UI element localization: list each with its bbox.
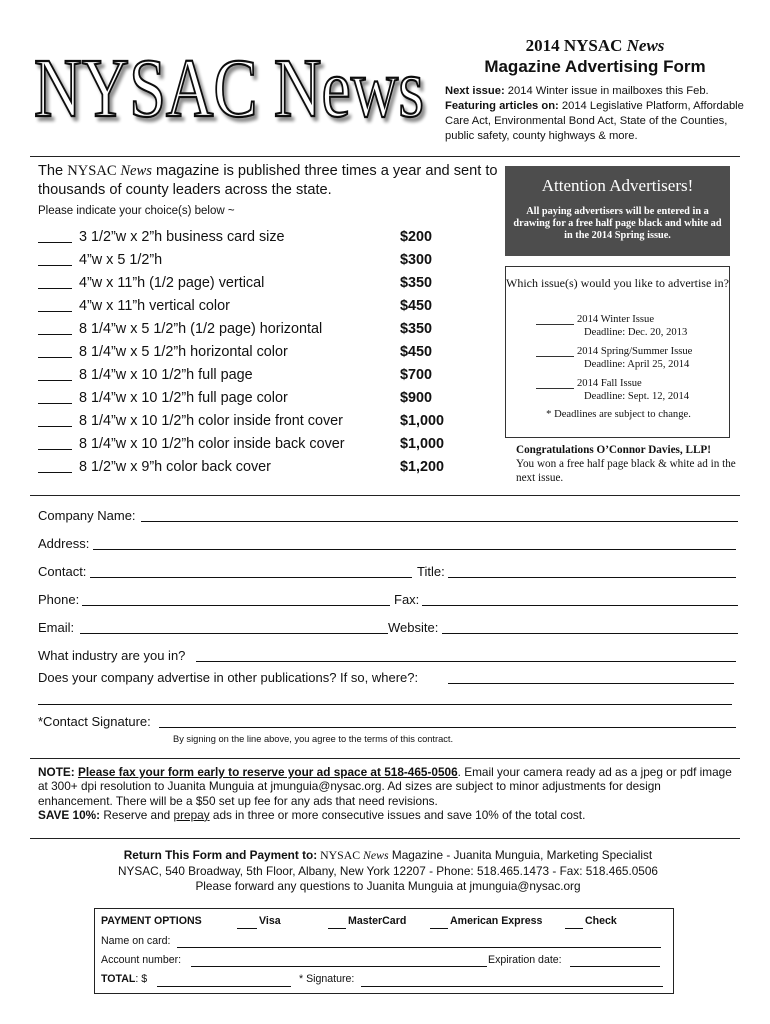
payment-signature-input[interactable] xyxy=(361,986,663,987)
email-field[interactable]: Email: Website: xyxy=(38,618,738,638)
ad-option-row xyxy=(38,272,478,295)
ad-option-blank[interactable] xyxy=(38,403,72,404)
account-number-input[interactable] xyxy=(191,966,487,967)
ad-option-row xyxy=(38,410,478,433)
issue-question: Which issue(s) would you like to advertise in? xyxy=(506,276,729,290)
nysac-news-logo xyxy=(30,42,430,132)
attention-title: Attention Advertisers! xyxy=(541,176,694,195)
ad-option-row xyxy=(38,433,478,456)
ad-option-price: $300 xyxy=(400,252,433,268)
ad-options-list xyxy=(38,226,478,479)
phone-field[interactable]: Phone: Fax: xyxy=(38,590,738,610)
ad-option-price: $1,200 xyxy=(400,459,445,475)
congrats-text: Congratulations O’Connor Davies, LLP! You won a free half page black & white ad in the next issue. xyxy=(516,444,736,484)
website-label: Website: xyxy=(388,620,439,635)
ad-option-blank[interactable] xyxy=(38,334,72,335)
expiration-input[interactable] xyxy=(570,966,660,967)
intro-text: The NYSAC News magazine is published three times a year and sent to thousands of county leaders across the state. xyxy=(38,163,498,198)
issue-option-spring: 2014 Spring/Summer Issue Deadline: April 25, 2014 xyxy=(506,345,731,373)
form-title-line2: Magazine Advertising Form xyxy=(484,57,706,76)
fax-note: NOTE: Please fax your form early to reserve your ad space at 518-465-0506. Email your camera ready ad as a jpeg or pdf image at 300+ dpi resolution to Juanita Munguia at jmunguia@nysac.org. Ad sizes are subject to minor adjustments for design enhancement. There will be a $50 set up fee for any ads that need revisions. SAVE 10%: Reserve and prepay ads in three or more consecutive issues and save 10% of the total cost. xyxy=(38,765,732,822)
issue-blank[interactable] xyxy=(536,324,574,325)
mastercard-label: MasterCard xyxy=(348,915,407,927)
ad-option-description: 8 1/2”w x 9”h color back cover xyxy=(79,459,271,475)
ad-option-row xyxy=(38,226,478,249)
logo-text: NYSAC News xyxy=(34,42,424,132)
ad-option-blank[interactable] xyxy=(38,449,72,450)
ad-option-price: $450 xyxy=(400,298,433,314)
visa-label: Visa xyxy=(259,915,281,927)
ad-option-price: $200 xyxy=(400,229,433,245)
website-input[interactable] xyxy=(442,633,738,634)
ad-option-row xyxy=(38,295,478,318)
return-info: Return This Form and Payment to: NYSAC News Magazine - Juanita Munguia, Marketing Specialist NYSAC, 540 Broadway, 5th Floor, Albany, New York 12207 - Phone: 518.465.1473 - Fax: 518.465.0506 Please forward any questions to Juanita Munguia at jmunguia@nysac.org xyxy=(118,848,658,893)
title-label: Title: xyxy=(417,564,445,579)
ad-option-row xyxy=(38,341,478,364)
ad-option-description: 8 1/4”w x 10 1/2”h color inside back cover xyxy=(79,436,345,452)
ad-option-description: 4”w x 11”h vertical color xyxy=(79,298,230,314)
issue-info: Next issue: 2014 Winter issue in mailboxes this Feb. Featuring articles on: 2014 Legislative Platform, Affordable Care Act, Environmental Bond Act, State of the Counties, public safety, county highways & more. xyxy=(445,85,744,142)
payment-signature-label: * Signature: xyxy=(299,973,355,985)
divider xyxy=(30,495,740,496)
issue-selection-box xyxy=(505,266,730,438)
issue-option-fall: 2014 Fall Issue Deadline: Sept. 12, 2014 xyxy=(506,377,731,405)
check-label: Check xyxy=(585,915,617,927)
payment-methods-row: PAYMENT OPTIONS xyxy=(101,915,202,927)
ad-option-row xyxy=(38,318,478,341)
ad-option-blank[interactable] xyxy=(38,472,72,473)
ad-option-blank[interactable] xyxy=(38,380,72,381)
other-publications-field[interactable]: Does your company advertise in other publications? If so, where?: xyxy=(38,668,738,688)
issue-option-winter: 2014 Winter Issue Deadline: Dec. 20, 2013 xyxy=(506,313,731,341)
attention-box xyxy=(505,166,730,256)
ad-option-description: 8 1/4”w x 5 1/2”h (1/2 page) horizontal xyxy=(79,321,323,337)
account-number-label: Account number: xyxy=(101,954,182,966)
total-input[interactable] xyxy=(157,986,291,987)
other-publications-extra-line[interactable] xyxy=(38,704,732,705)
divider xyxy=(30,838,740,839)
ad-option-price: $900 xyxy=(400,390,433,406)
amex-label: American Express xyxy=(450,915,543,927)
title-input[interactable] xyxy=(448,577,736,578)
choice-instruction: Please indicate your choice(s) below ~ xyxy=(38,205,235,217)
payment-options-box xyxy=(94,908,674,994)
amex-blank[interactable] xyxy=(430,928,448,929)
ad-option-description: 8 1/4”w x 5 1/2”h horizontal color xyxy=(79,344,288,360)
visa-blank[interactable] xyxy=(237,928,257,929)
name-on-card-label: Name on card: xyxy=(101,935,171,947)
ad-option-description: 4”w x 5 1/2”h xyxy=(79,252,163,268)
total-label: TOTAL: $ xyxy=(101,973,148,985)
company-name-field[interactable]: Company Name: xyxy=(38,506,738,526)
address-field[interactable]: Address: xyxy=(38,534,738,554)
ad-option-price: $350 xyxy=(400,275,433,291)
divider xyxy=(30,758,740,759)
ad-option-row xyxy=(38,456,478,479)
ad-option-price: $450 xyxy=(400,344,433,360)
issue-blank[interactable] xyxy=(536,356,574,357)
ad-option-row xyxy=(38,364,478,387)
ad-option-description: 3 1/2”w x 2”h business card size xyxy=(79,229,285,245)
signature-terms: By signing on the line above, you agree to the terms of this contract. xyxy=(173,734,454,744)
ad-option-description: 8 1/4”w x 10 1/2”h full page color xyxy=(79,390,288,406)
form-title-line1: 2014 NYSAC News xyxy=(525,36,665,55)
ad-option-description: 8 1/4”w x 10 1/2”h full page xyxy=(79,367,253,383)
ad-option-blank[interactable] xyxy=(38,311,72,312)
deadline-note: * Deadlines are subject to change. xyxy=(546,409,691,420)
expiration-label: Expiration date: xyxy=(488,954,562,966)
issue-blank[interactable] xyxy=(536,388,574,389)
name-on-card-input[interactable] xyxy=(177,947,661,948)
contact-signature-field[interactable]: *Contact Signature: xyxy=(38,712,738,732)
check-blank[interactable] xyxy=(565,928,583,929)
mastercard-blank[interactable] xyxy=(328,928,346,929)
ad-option-blank[interactable] xyxy=(38,265,72,266)
contact-field[interactable]: Contact: Title: xyxy=(38,562,738,582)
fax-label: Fax: xyxy=(394,592,420,607)
ad-option-blank[interactable] xyxy=(38,288,72,289)
fax-input[interactable] xyxy=(422,605,738,606)
ad-option-description: 4”w x 11”h (1/2 page) vertical xyxy=(79,275,265,291)
ad-option-blank[interactable] xyxy=(38,357,72,358)
ad-option-price: $700 xyxy=(400,367,433,383)
ad-option-row xyxy=(38,387,478,410)
industry-field[interactable]: What industry are you in? xyxy=(38,646,738,666)
ad-option-price: $1,000 xyxy=(400,413,445,429)
ad-option-row xyxy=(38,249,478,272)
ad-option-blank[interactable] xyxy=(38,242,72,243)
ad-option-price: $350 xyxy=(400,321,433,337)
ad-option-price: $1,000 xyxy=(400,436,445,452)
attention-text: All paying advertisers will be entered in a drawing for a free half page black and white ad in the 2014 Spring issue. xyxy=(513,206,722,241)
divider xyxy=(30,156,740,157)
ad-option-description: 8 1/4”w x 10 1/2”h color inside front cover xyxy=(79,413,343,429)
ad-option-blank[interactable] xyxy=(38,426,72,427)
